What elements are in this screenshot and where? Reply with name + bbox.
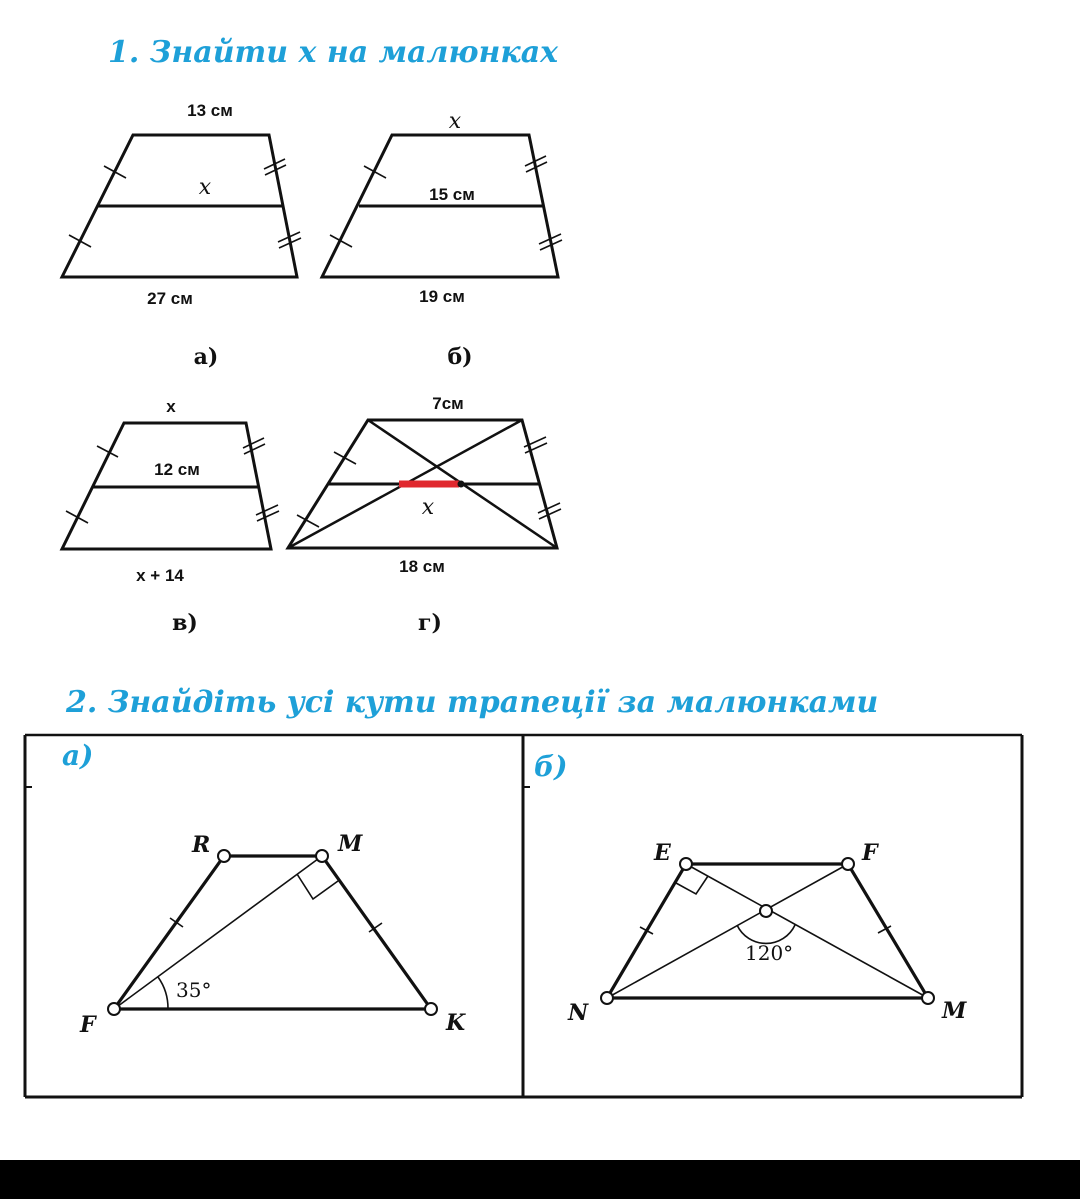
angle-120-label: 120° bbox=[745, 941, 794, 965]
trapezoid-a bbox=[62, 135, 301, 277]
trapezoid-efmn bbox=[607, 864, 928, 998]
trapezoid-v bbox=[62, 423, 279, 549]
fig-b-mid-label: 15 см bbox=[429, 185, 475, 204]
fig-a-top-label: 13 см bbox=[187, 101, 233, 120]
task1-title: 1. Знайти x на малюнках bbox=[108, 35, 559, 70]
fig-v-top-label: x bbox=[166, 397, 176, 416]
black-bottom-bar bbox=[0, 1160, 1080, 1199]
fig-g-point bbox=[458, 481, 465, 488]
task2-b-caption: б) bbox=[534, 750, 568, 783]
fig-g-mid-label: x bbox=[421, 495, 435, 520]
fig-g-caption: г) bbox=[418, 610, 442, 636]
vertex-f-label: F bbox=[80, 1012, 96, 1038]
vertices-efmn bbox=[601, 858, 934, 1004]
vertex-r-label: R bbox=[192, 832, 211, 858]
fig-a-mid-label: x bbox=[198, 175, 212, 200]
trapezoid-rmkf bbox=[114, 856, 431, 1009]
vertex-n-label: N bbox=[568, 1000, 589, 1026]
angle-35-label: 35° bbox=[176, 978, 212, 1002]
vertex-k-label: K bbox=[446, 1010, 466, 1036]
vertices-rmkf bbox=[108, 850, 437, 1015]
vertex-f2-label: F bbox=[862, 840, 878, 866]
fig-b-caption: б) bbox=[447, 344, 473, 370]
fig-b-top-label: x bbox=[448, 109, 462, 134]
vertex-m2-label: M bbox=[942, 998, 967, 1024]
fig-v-bottom-label: x + 14 bbox=[136, 566, 184, 585]
fig-a-caption: а) bbox=[193, 344, 219, 370]
fig-b-bottom-label: 19 см bbox=[419, 287, 465, 306]
fig-g-top-label: 7см bbox=[432, 394, 464, 413]
task2-title: 2. Знайдіть усі кути трапеції за малюнками bbox=[66, 685, 879, 720]
fig-v-caption: в) bbox=[172, 610, 198, 636]
vertex-e-label: E bbox=[654, 840, 671, 866]
fig-a-bottom-label: 27 см bbox=[147, 289, 193, 308]
fig-g-bottom-label: 18 см bbox=[399, 557, 445, 576]
vertex-m-label: M bbox=[338, 831, 363, 857]
task2-frame bbox=[25, 735, 1022, 1097]
fig-v-mid-label: 12 см bbox=[154, 460, 200, 479]
task2-a-caption: а) bbox=[62, 739, 94, 772]
trapezoid-b bbox=[322, 135, 562, 277]
